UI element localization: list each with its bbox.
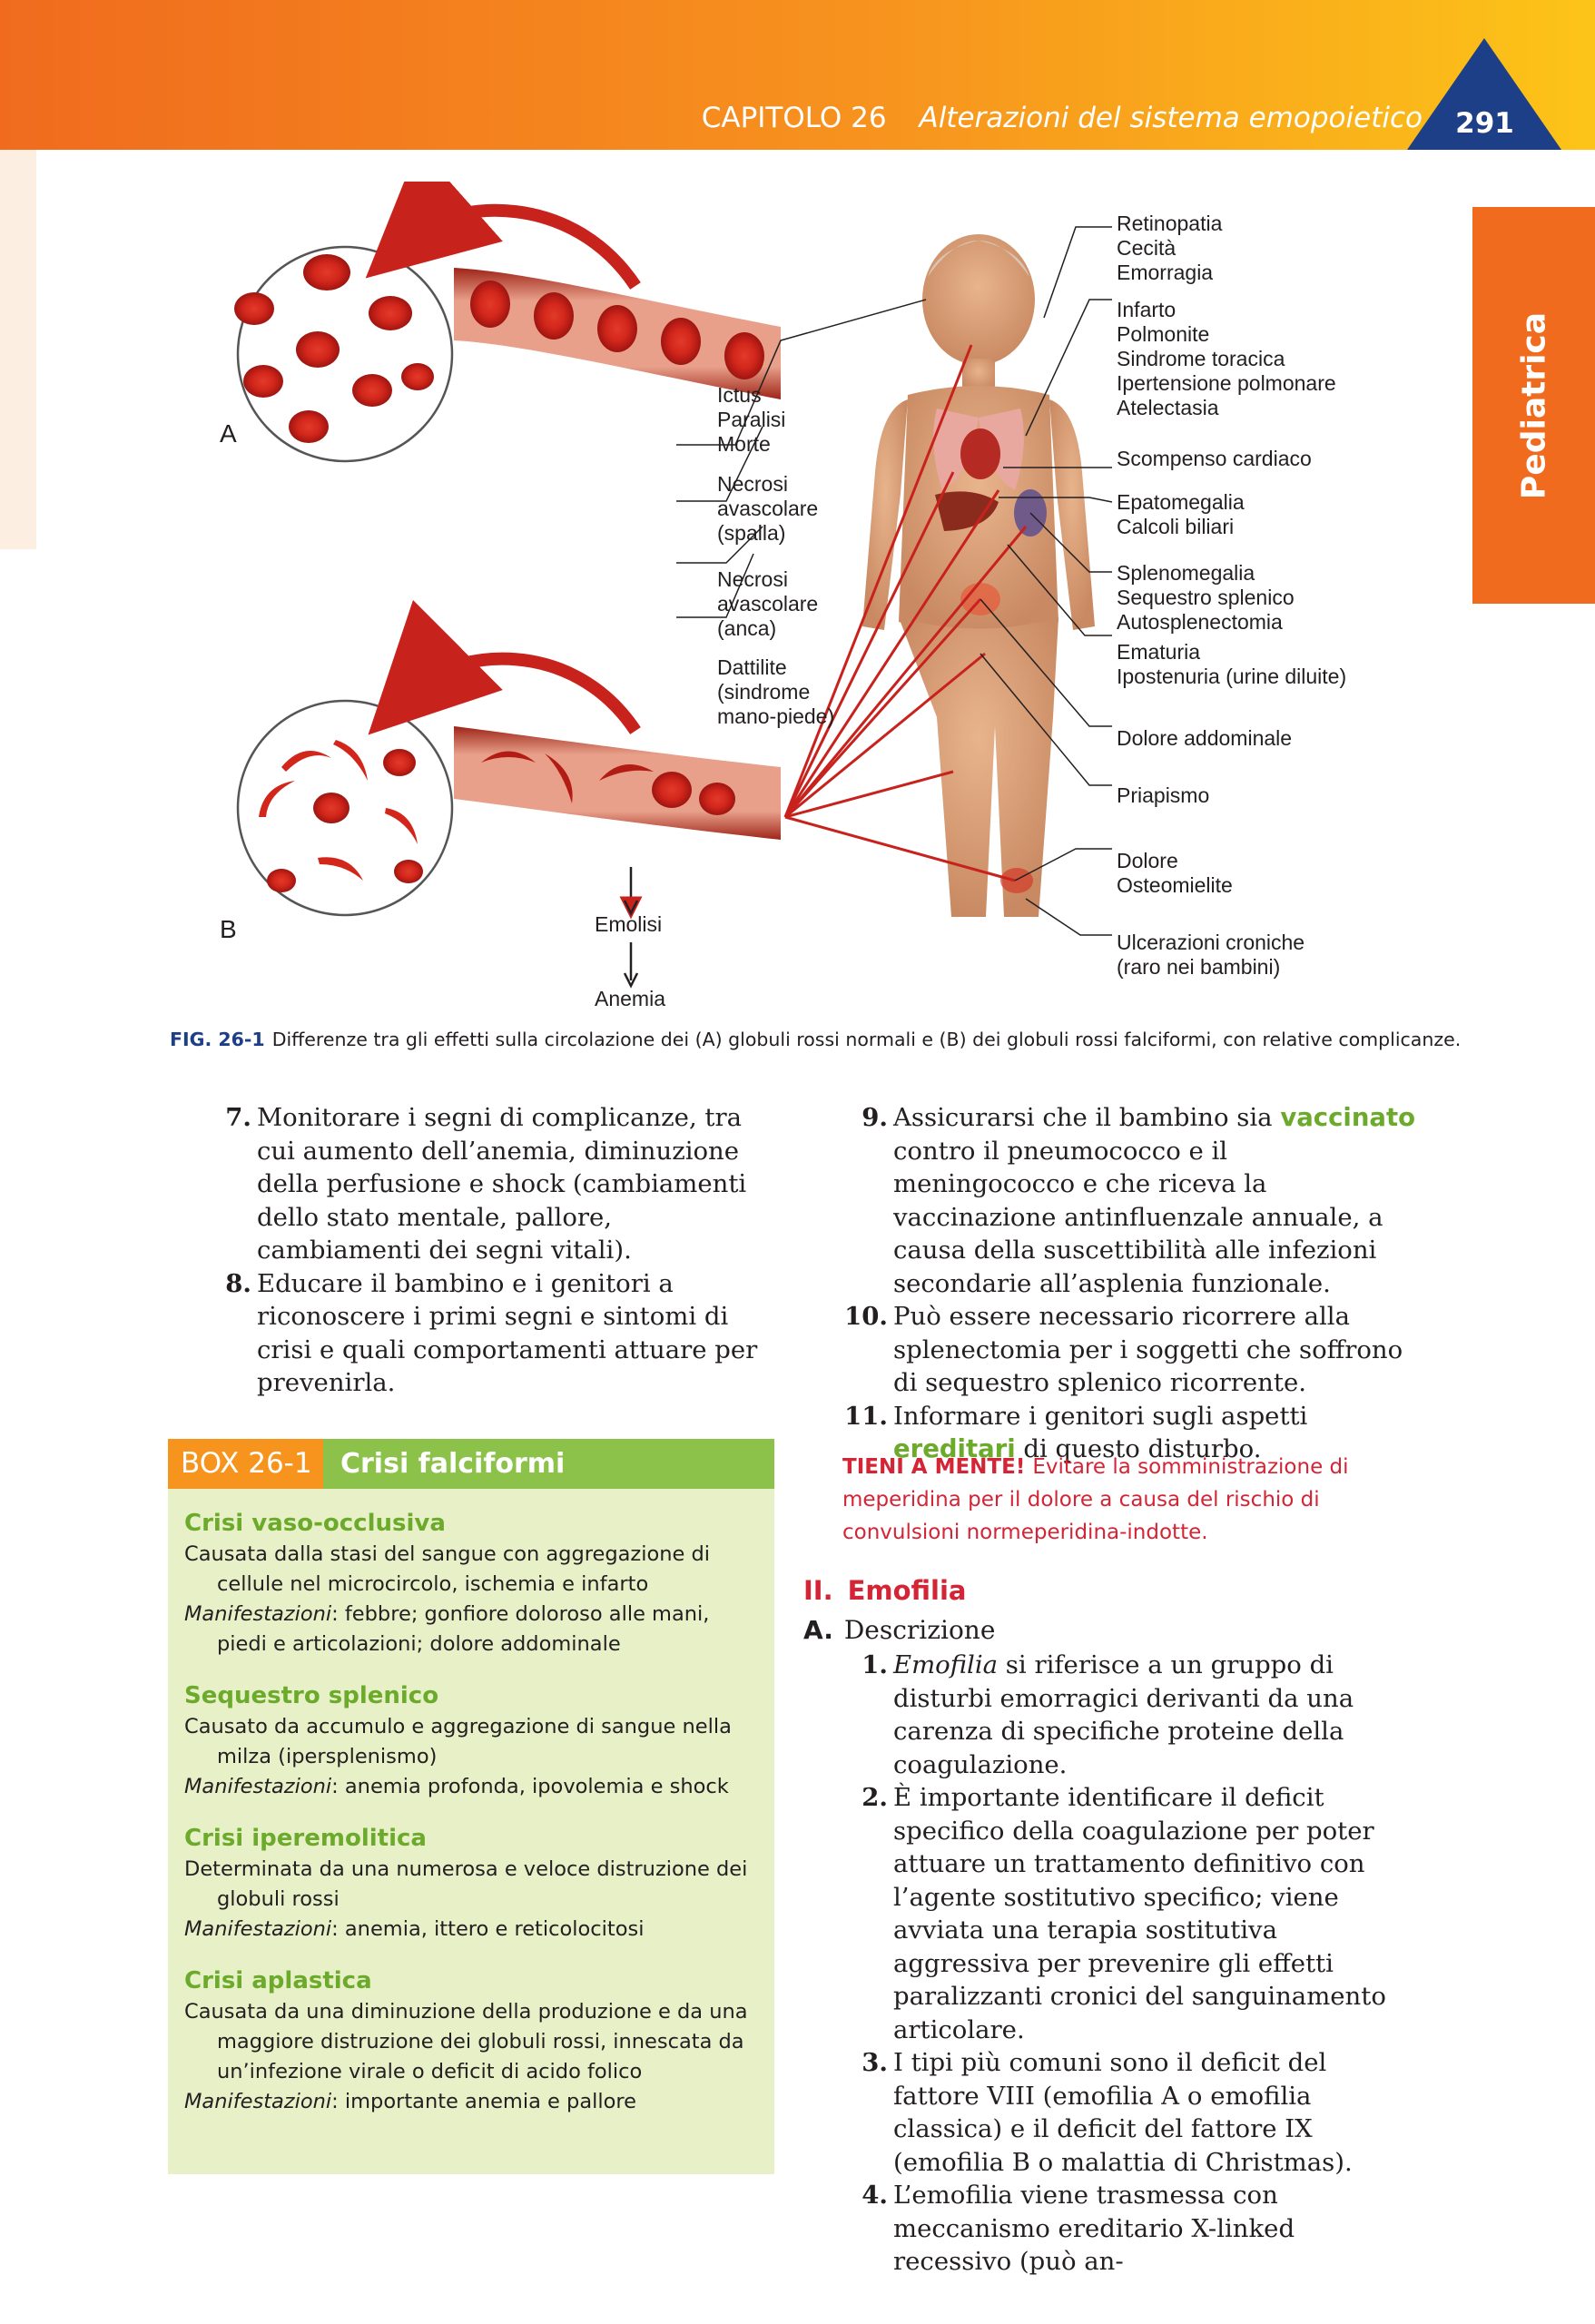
complication-label — [1117, 298, 1336, 420]
manifestations-text: anemia, ittero e reticolocitosi — [344, 1917, 645, 1941]
box-section-title: Crisi iperemolitica — [184, 1825, 427, 1852]
complication-label-line: (spalla) — [717, 521, 786, 545]
complication-label-line: Sequestro splenico — [1117, 586, 1295, 609]
note-label: TIENI A MENTE! — [842, 1455, 1026, 1479]
highlight-term: ereditari — [893, 1434, 1016, 1463]
side-tab-label: Pediatrica — [1515, 311, 1552, 499]
box-section-manifestations: Manifestazioni: importante anemia e pallore — [184, 2090, 636, 2113]
complication-label — [717, 567, 818, 641]
tieni-a-mente-note — [842, 1451, 1423, 1549]
item-text: Monitorare i segni di complicanze, tra cui aumento dell’anemia, diminuzione della perfusione e shock (cambiamenti dello stato mentale, pallore, cambiamenti dei segni vitali). — [257, 1103, 747, 1265]
manifestations-text: febbre; gonfiore doloroso alle mani, piedi e articolazioni; dolore addominale — [217, 1602, 710, 1656]
item-number: 11. — [844, 1401, 888, 1431]
list-item — [842, 1101, 1416, 1300]
box-section — [184, 1679, 756, 1802]
blood-vessel-sickle — [454, 726, 781, 840]
item-text: È importante identificare il deficit specifico della coagulazione per poter attuare un trattamento definitivo con l’agente sostitutivo specifico; viene avviata una terapia sostitutiva aggressiva per prevenire gli effetti paralizzanti cronici del sanguinamento articolare. — [893, 1783, 1386, 2044]
figure-26-1 — [182, 182, 1452, 1017]
chapter-title: Alterazioni del sistema emopoietico — [919, 102, 1423, 134]
item-text: Informare i genitori sugli aspetti — [893, 1401, 1308, 1431]
box-section-manifestations: Manifestazioni: anemia profonda, ipovolemia e shock — [184, 1775, 729, 1798]
list-item — [842, 1300, 1416, 1400]
list-item — [842, 2046, 1416, 2179]
subsection-number: A. — [803, 1615, 833, 1645]
item-text: Educare il bambino e i genitori a riconoscere i primi segni e sintomi di crisi e quali comportamenti attuare per prevenirla. — [257, 1268, 758, 1397]
emolisi-label: Emolisi — [595, 912, 663, 936]
manifestations-label: Manifestazioni — [184, 1917, 332, 1941]
complication-label-line: Ipostenuria (urine diluite) — [1117, 665, 1347, 688]
complication-label-line: mano-piede) — [717, 704, 835, 728]
list-item — [842, 2179, 1416, 2279]
box-section-title: Sequestro splenico — [184, 1682, 439, 1709]
item-number: 1. — [861, 1650, 888, 1679]
list-item — [212, 1101, 779, 1267]
box-section-title: Crisi aplastica — [184, 1967, 372, 1994]
complication-label-line: (anca) — [717, 616, 777, 640]
manifestations-text: anemia profonda, ipovolemia e shock — [344, 1775, 729, 1798]
item-number: 9. — [861, 1103, 888, 1132]
item-text: I tipi più comuni sono il deficit del fattore VIII (emofilia A o emofilia classica) e il deficit del fattore IX (emofilia B o malattia di Christmas). — [893, 2048, 1353, 2177]
complication-label-line: Ipertensione polmonare — [1117, 371, 1336, 395]
figure-caption — [170, 1029, 1462, 1050]
complication-label-line: (sindrome — [717, 680, 811, 704]
complication-label-line: Splenomegalia — [1117, 561, 1255, 585]
box-section-description: Causata da una diminuzione della produzione e da una maggiore distruzione dei globuli rossi, innescata da un’infezione virale o deficit di acido folico — [184, 2000, 748, 2083]
box-section-manifestations: Manifestazioni: febbre; gonfiore doloroso alle mani, piedi e articolazioni; dolore addominale — [184, 1602, 710, 1656]
complication-label-line: Osteomielite — [1117, 873, 1233, 897]
complication-label-line: Atelectasia — [1117, 396, 1219, 419]
complication-label-line: Dolore — [1117, 849, 1178, 872]
complication-label-line: Epatomegalia — [1117, 490, 1245, 514]
box-section-description: Causato da accumulo e aggregazione di sangue nella milza (ipersplenismo) — [184, 1715, 732, 1768]
manifestations-label: Manifestazioni — [184, 1775, 332, 1798]
figure-caption-text: Differenze tra gli effetti sulla circolazione dei (A) globuli rossi normali e (B) dei globuli rossi falciformi, con relative complicanze. — [271, 1029, 1462, 1050]
item-number: 10. — [844, 1302, 888, 1331]
item-text: Assicurarsi che il bambino sia — [893, 1103, 1281, 1132]
complication-label-line: Autosplenectomia — [1117, 610, 1283, 634]
manifestations-label: Manifestazioni — [184, 2090, 332, 2113]
left-numbered-list — [212, 1101, 779, 1400]
complication-label-line: avascolare — [717, 592, 819, 615]
item-text: di questo disturbo. — [1015, 1434, 1262, 1463]
box-section-description: Causata dalla stasi del sangue con aggregazione di cellule nel microcircolo, ischemia e infarto — [184, 1542, 711, 1596]
subsection-title: Descrizione — [843, 1615, 996, 1645]
page-header — [0, 0, 1595, 150]
complication-label-line: Paralisi — [717, 408, 786, 431]
item-number: 4. — [861, 2181, 888, 2210]
complication-label-line: Calcoli biliari — [1117, 515, 1235, 538]
complication-label-line: Morte — [717, 432, 771, 456]
box-26-1 — [168, 1439, 774, 2174]
complication-label-line: Infarto — [1117, 298, 1177, 321]
section-number: II. — [803, 1575, 833, 1606]
complication-label — [1117, 931, 1305, 980]
manifestations-label: Manifestazioni — [184, 1602, 332, 1626]
complication-label — [717, 383, 785, 457]
left-margin-strip — [0, 150, 36, 549]
complication-label-line: Ulcerazioni croniche — [1117, 931, 1305, 954]
complication-label — [1117, 212, 1222, 285]
panel-a-label: A — [220, 419, 237, 448]
complication-label — [1117, 490, 1245, 539]
anemia-label: Anemia — [595, 987, 665, 1010]
list-item — [842, 1649, 1416, 1781]
highlight-term: vaccinato — [1280, 1103, 1416, 1132]
complication-label-line: Ictus — [717, 383, 762, 407]
box-title: Crisi falciformi — [340, 1448, 566, 1480]
item-number: 2. — [861, 1783, 888, 1812]
box-label: BOX 26-1 — [168, 1439, 323, 1489]
item-number: 3. — [861, 2048, 888, 2077]
item-text: contro il pneumococco e il meningococco e che riceva la vaccinazione antinfluenzale annuale, a causa della suscettibilità alle infezioni secondarie all’asplenia funzionale. — [893, 1136, 1383, 1298]
complication-label — [1117, 849, 1233, 898]
list-item — [842, 1781, 1416, 2046]
complication-label-line: Priapismo — [1117, 783, 1210, 807]
item-number: 7. — [225, 1103, 251, 1132]
complication-label-line: Polmonite — [1117, 322, 1210, 346]
complication-label-line: Dolore addominale — [1117, 726, 1293, 750]
child-body-illustration — [862, 234, 1095, 917]
side-tab — [1472, 207, 1595, 604]
manifestations-text: importante anemia e pallore — [344, 2090, 636, 2113]
complication-label-line: Dattilite — [717, 655, 787, 679]
panel-b-label: B — [220, 915, 237, 943]
running-head — [702, 102, 1423, 134]
box-section-title: Crisi vaso-occlusiva — [184, 1510, 446, 1537]
box-section-description: Determinata da una numerosa e veloce distruzione dei globuli rossi — [184, 1857, 748, 1911]
complication-label-line: Scompenso cardiaco — [1117, 447, 1312, 470]
complication-label-line: Retinopatia — [1117, 212, 1223, 235]
complication-label — [717, 655, 834, 729]
box-section — [184, 1965, 756, 2117]
emofilia-list — [842, 1649, 1416, 2279]
complication-label — [1117, 561, 1295, 635]
complication-label — [1117, 447, 1312, 471]
box-content — [184, 1507, 756, 2137]
complication-label — [1117, 640, 1346, 689]
complication-label-line: Sindrome toracica — [1117, 347, 1285, 370]
box-section — [184, 1507, 756, 1659]
figure-number: FIG. 26-1 — [170, 1029, 265, 1050]
chapter-number: CAPITOLO 26 — [701, 102, 887, 134]
note-text: Evitare la somministrazione di meperidina per il dolore a causa del rischio di convulsioni normeperidina-indotte. — [842, 1455, 1349, 1544]
section-title: Emofilia — [847, 1575, 967, 1606]
item-text: L’emofilia viene trasmessa con meccanismo ereditario X-linked recessivo (può an- — [893, 2181, 1295, 2276]
box-section-manifestations: Manifestazioni: anemia, ittero e reticolocitosi — [184, 1917, 645, 1941]
section-heading — [803, 1575, 967, 1606]
complication-label-line: Necrosi — [717, 567, 788, 591]
complication-label — [1117, 726, 1292, 751]
complication-label-line: Emorragia — [1117, 261, 1214, 284]
page-number: 291 — [1455, 107, 1514, 140]
complication-label-line: Ematuria — [1117, 640, 1201, 664]
complication-label-line: Necrosi — [717, 472, 788, 496]
item-text: Può essere necessario ricorrere alla splenectomia per i soggetti che soffrono di sequestro splenico ricorrente. — [893, 1302, 1403, 1397]
complication-label — [1117, 783, 1209, 808]
box-section — [184, 1822, 756, 1945]
subsection-heading — [803, 1615, 995, 1645]
complication-label-line: Cecità — [1117, 236, 1177, 260]
item-text: si riferisce a un gruppo di disturbi emorragici derivanti da una carenza di specifiche proteine della coagulazione. — [893, 1650, 1354, 1779]
complication-label-line: (raro nei bambini) — [1117, 955, 1281, 979]
list-item — [212, 1267, 779, 1400]
item-number: 8. — [225, 1268, 251, 1298]
right-numbered-list — [842, 1101, 1416, 1466]
complication-label — [717, 472, 818, 546]
item-term: Emofilia — [893, 1650, 999, 1679]
complication-label-line: avascolare — [717, 497, 819, 520]
